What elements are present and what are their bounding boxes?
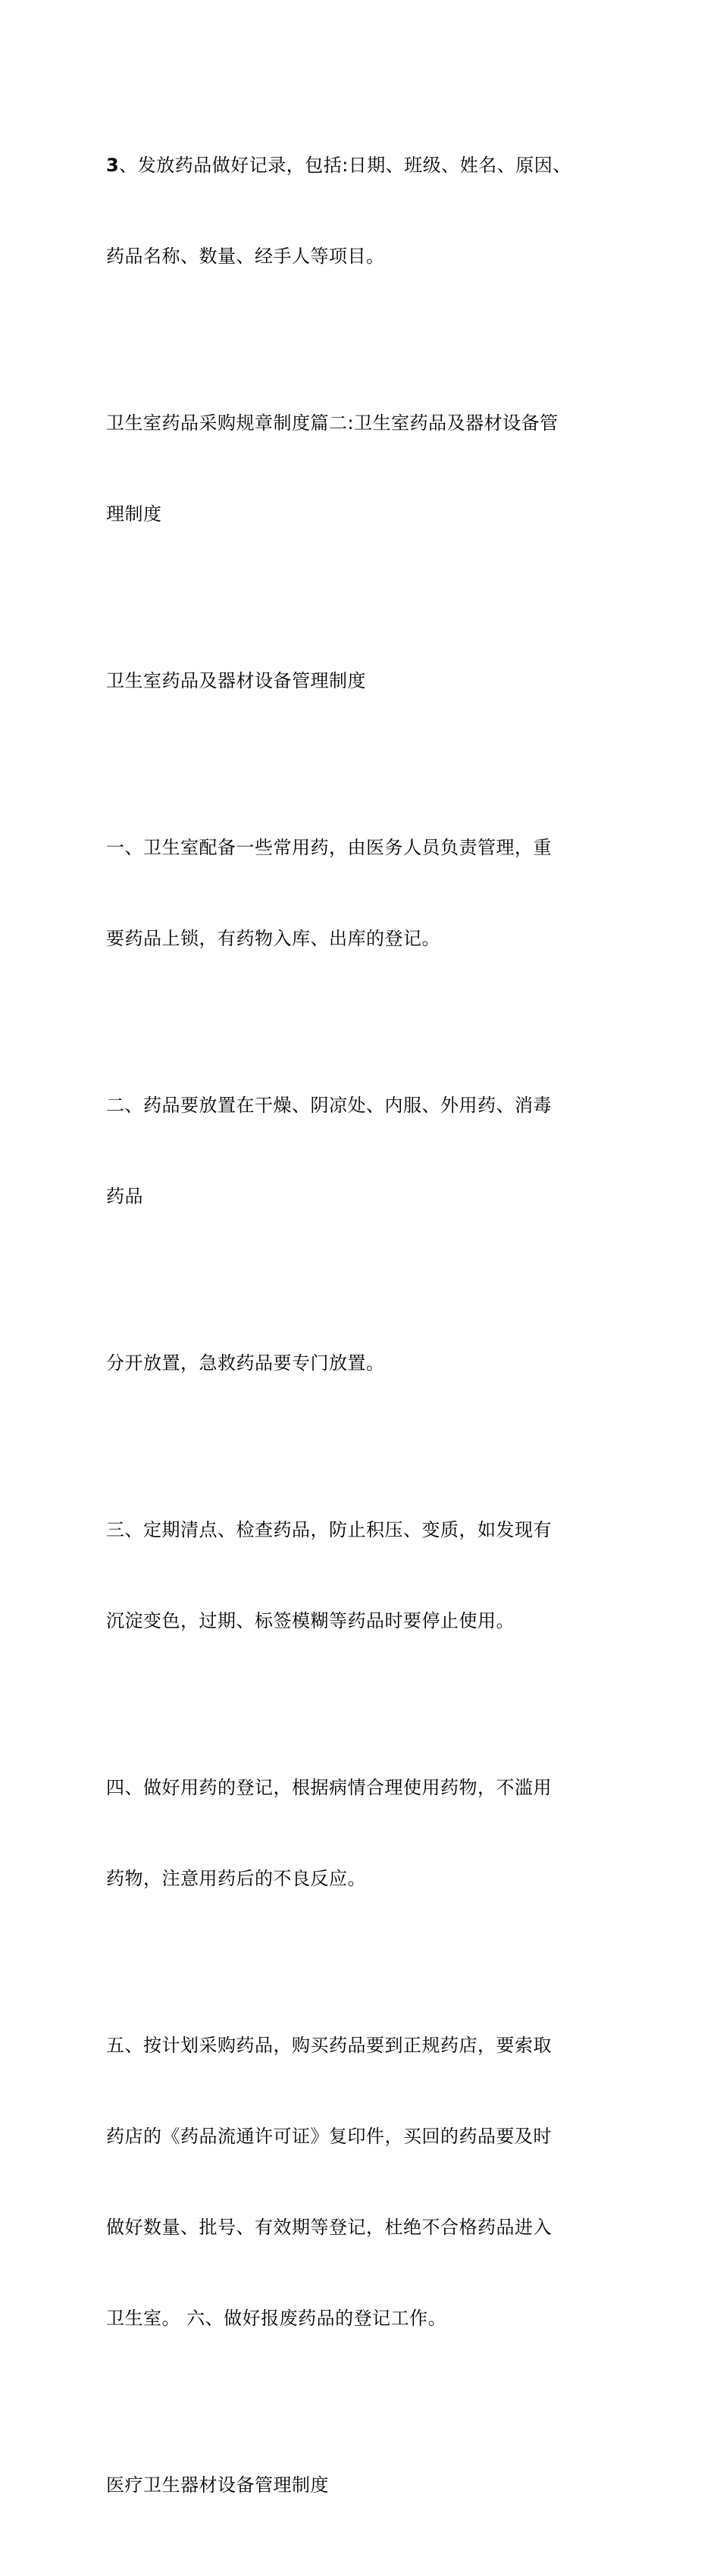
text-line: 沉淀变色，过期、标签模糊等药品时要停止使用。 — [106, 1610, 515, 1631]
text-line: 药物，注意用药后的不良反应。 — [106, 1868, 366, 1889]
paragraph-item-5 — [106, 1970, 614, 2394]
paragraph-section-title — [106, 605, 614, 757]
text-line: 3、发放药品做好记录，包括:日期、班级、姓名、原因、 — [106, 155, 571, 176]
text-line: 卫生室药品采购规章制度篇二:卫生室药品及器材设备管 — [106, 412, 559, 434]
text-line: 理制度 — [106, 503, 162, 525]
text-line: 做好数量、批号、有效期等登记，杜绝不合格药品进入 — [106, 2217, 552, 2238]
paragraph-item-2 — [106, 1029, 614, 1272]
text-line: 一、卫生室配备一些常用药，由医务人员负责管理，重 — [106, 837, 552, 858]
text-line: 药品 — [106, 1186, 143, 1207]
text-line: 药品名称、数量、经手人等项目。 — [106, 246, 385, 267]
document-body — [106, 89, 614, 2576]
text-line: 药店的《药品流通许可证》复印件，买回的药品要及时 — [106, 2126, 552, 2147]
text-line: 二、药品要放置在干燥、阴凉处、内服、外用药、消毒 — [106, 1095, 552, 1116]
paragraph-equipment-title — [106, 2409, 614, 2561]
text-line: 卫生室药品及器材设备管理制度 — [106, 670, 366, 691]
text-line: 分开放置，急救药品要专门放置。 — [106, 1352, 385, 1374]
paragraph-item-4 — [106, 1712, 614, 1954]
paragraph-item-1 — [106, 772, 614, 1014]
text-line: 四、做好用药的登记，根据病情合理使用药物，不滥用 — [106, 1777, 552, 1798]
text-line: 五、按计划采购药品，购买药品要到正规药店，要索取 — [106, 2035, 552, 2056]
paragraph-item-3 — [106, 1454, 614, 1697]
text-line: 要药品上锁，有药物入库、出库的登记。 — [106, 928, 440, 949]
text-line: 三、定期清点、检查药品，防止积压、变质，如发现有 — [106, 1519, 552, 1540]
text-line: 卫生室。 六、做好报废药品的登记工作。 — [106, 2308, 447, 2329]
paragraph-chapter-heading — [106, 347, 614, 590]
text-line: 医疗卫生器材设备管理制度 — [106, 2474, 329, 2496]
paragraph-record-keeping — [106, 89, 614, 332]
item-number: 3 — [106, 155, 120, 176]
paragraph-item-2-continued — [106, 1287, 614, 1439]
